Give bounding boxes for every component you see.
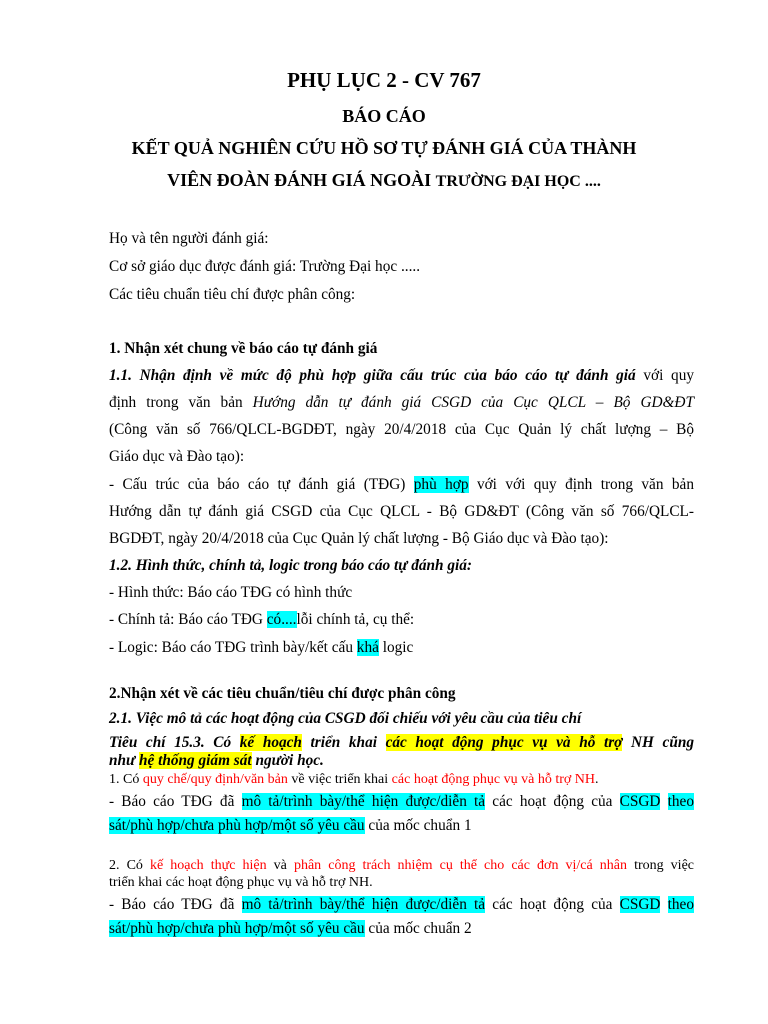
review2-l2-b: của mốc chuẩn 2 — [364, 920, 472, 937]
spelling-highlight: có.... — [266, 611, 297, 628]
review2-a: - Báo cáo TĐG đã — [109, 896, 242, 913]
review1-a: - Báo cáo TĐG đã — [109, 793, 242, 810]
item2-c: trong việc — [627, 858, 694, 873]
structure-para-line1 — [109, 476, 694, 494]
section1-1-line1 — [109, 367, 694, 385]
spelling-b: lỗi chính tả, cụ thể: — [296, 611, 415, 628]
report-heading-line1: KẾT QUẢ NGHIÊN CỨU HỒ SƠ TỰ ĐÁNH GIÁ CỦA THÀNH — [131, 138, 637, 158]
logic-highlight: khá — [356, 639, 379, 656]
evaluator-name-line: Họ và tên người đánh giá: — [109, 230, 269, 247]
section1-heading: 1. Nhận xét chung về báo cáo tự đánh giá — [109, 340, 378, 357]
section1-1-l2a: định trong văn bản — [109, 394, 253, 411]
review1-line1 — [109, 793, 694, 811]
criterion-line1 — [109, 734, 694, 752]
form-line: - Hình thức: Báo cáo TĐG có hình thức — [109, 584, 353, 601]
criterion2-a: như — [109, 752, 140, 769]
structure-para-line3: BGDĐT, ngày 20/4/2018 của Cục Quản lý chất lượng - Bộ Giáo dục và Đào tạo): — [109, 530, 609, 547]
section2-1-title: 2.1. Việc mô tả các hoạt động của CSGD đối chiếu với yêu cầu của tiêu chí — [109, 710, 582, 727]
logic-b: logic — [378, 639, 414, 656]
section1-1-rest: với quy — [635, 367, 694, 384]
section1-1-line4: Giáo dục và Đào tạo): — [109, 448, 245, 465]
review1-b: các hoạt động của — [485, 793, 620, 810]
criterion-line2 — [109, 752, 694, 770]
review1-hl3: theo — [667, 793, 694, 810]
criterion-plan-highlight: kế hoạch — [239, 734, 302, 751]
section1-1-title: 1.1. Nhận định về mức độ phù hợp giữa cấu trúc của báo cáo tự đánh giá — [109, 367, 636, 384]
report-heading-line2 — [0, 170, 768, 191]
logic-line — [109, 639, 694, 657]
review1-sp — [660, 793, 667, 810]
review1-line2 — [109, 817, 694, 835]
item2-red2: phân công trách nhiệm cụ thể cho các đơn vị/cá nhân — [293, 858, 627, 873]
logic-a: - Logic: Báo cáo TĐG trình bày/kết cấu — [109, 639, 357, 656]
spelling-line — [109, 611, 694, 629]
guideline-doc-name: Hướng dẫn tự đánh giá CSGD của Cục QLCL – Bộ GD&ĐT — [252, 394, 694, 411]
review1-l2-b: của mốc chuẩn 1 — [364, 817, 472, 834]
section1-1-line3: (Công văn số 766/QLCL-BGDĐT, ngày 20/4/2018 của Cục Quản lý chất lượng – Bộ — [109, 421, 694, 438]
section1-2-title: 1.2. Hình thức, chính tả, logic trong báo cáo tự đánh giá: — [109, 557, 472, 574]
section2-heading: 2.Nhận xét về các tiêu chuẩn/tiêu chí được phân công — [109, 685, 456, 702]
review2-hl3: theo — [667, 896, 694, 913]
review2-hl2: CSGD — [619, 896, 661, 913]
spelling-a: - Chính tả: Báo cáo TĐG — [109, 611, 267, 628]
appendix-title: PHỤ LỤC 2 - CV 767 — [287, 68, 481, 92]
item1-a: 1. Có — [109, 772, 143, 787]
item2-line1 — [109, 858, 694, 874]
review2-b: các hoạt động của — [485, 896, 620, 913]
structure-a: - Cấu trúc của báo cáo tự đánh giá (TĐG) — [109, 476, 414, 493]
structure-b: với với quy định trong văn bản — [468, 476, 694, 493]
criterion2-b: người học. — [251, 752, 324, 769]
report-subtitle: BÁO CÁO — [342, 106, 426, 126]
criterion-activities-highlight: các hoạt động phục vụ và hỗ trợ — [385, 734, 623, 751]
criterion-b: triển khai — [301, 734, 386, 751]
institution-line: Cơ sở giáo dục được đánh giá: Trường Đại học ..... — [109, 258, 421, 275]
review2-line1 — [109, 896, 694, 914]
item1-b: về việc triển khai — [287, 772, 392, 787]
section1-1-line2 — [109, 394, 694, 412]
review2-sp — [660, 896, 667, 913]
item1-c: . — [595, 772, 599, 787]
structure-para-line2: Hướng dẫn tự đánh giá CSGD của Cục QLCL - Bộ GD&ĐT (Công văn số 766/QLCL- — [109, 503, 694, 520]
review1-l2-hl: sát/phù hợp/chưa phù hợp/một số yêu cầu — [109, 817, 365, 834]
review2-l2-hl: sát/phù hợp/chưa phù hợp/một số yêu cầu — [109, 920, 365, 937]
item1-red1: quy chế/quy định/văn bản — [142, 772, 288, 787]
criteria-line: Các tiêu chuẩn tiêu chí được phân công: — [109, 286, 356, 303]
item2-a: 2. Có — [109, 858, 150, 873]
item1-red2: các hoạt động phục vụ và hỗ trợ NH — [391, 772, 596, 787]
review1-hl2: CSGD — [619, 793, 661, 810]
heading-line2-part-a: VIÊN ĐOÀN ĐÁNH GIÁ NGOÀI — [167, 170, 436, 190]
item2-line2: triển khai các hoạt động phục vụ và hỗ trợ NH. — [109, 875, 373, 890]
item1-line — [109, 772, 694, 788]
review1-hl1: mô tả/trình bày/thể hiện được/diễn tả — [241, 793, 486, 810]
criterion-a: Tiêu chí 15.3. Có — [109, 734, 240, 751]
review2-hl1: mô tả/trình bày/thể hiện được/diễn tả — [241, 896, 486, 913]
review2-line2 — [109, 920, 694, 938]
item2-b: và — [266, 858, 294, 873]
item2-red1: kế hoạch thực hiện — [149, 858, 267, 873]
structure-highlight: phù hợp — [413, 476, 469, 493]
heading-line2-part-b: TRƯỜNG ĐẠI HỌC .... — [435, 173, 601, 190]
criterion-c: NH cũng — [622, 734, 694, 751]
criterion-monitoring-highlight: hệ thống giám sát — [139, 752, 252, 769]
